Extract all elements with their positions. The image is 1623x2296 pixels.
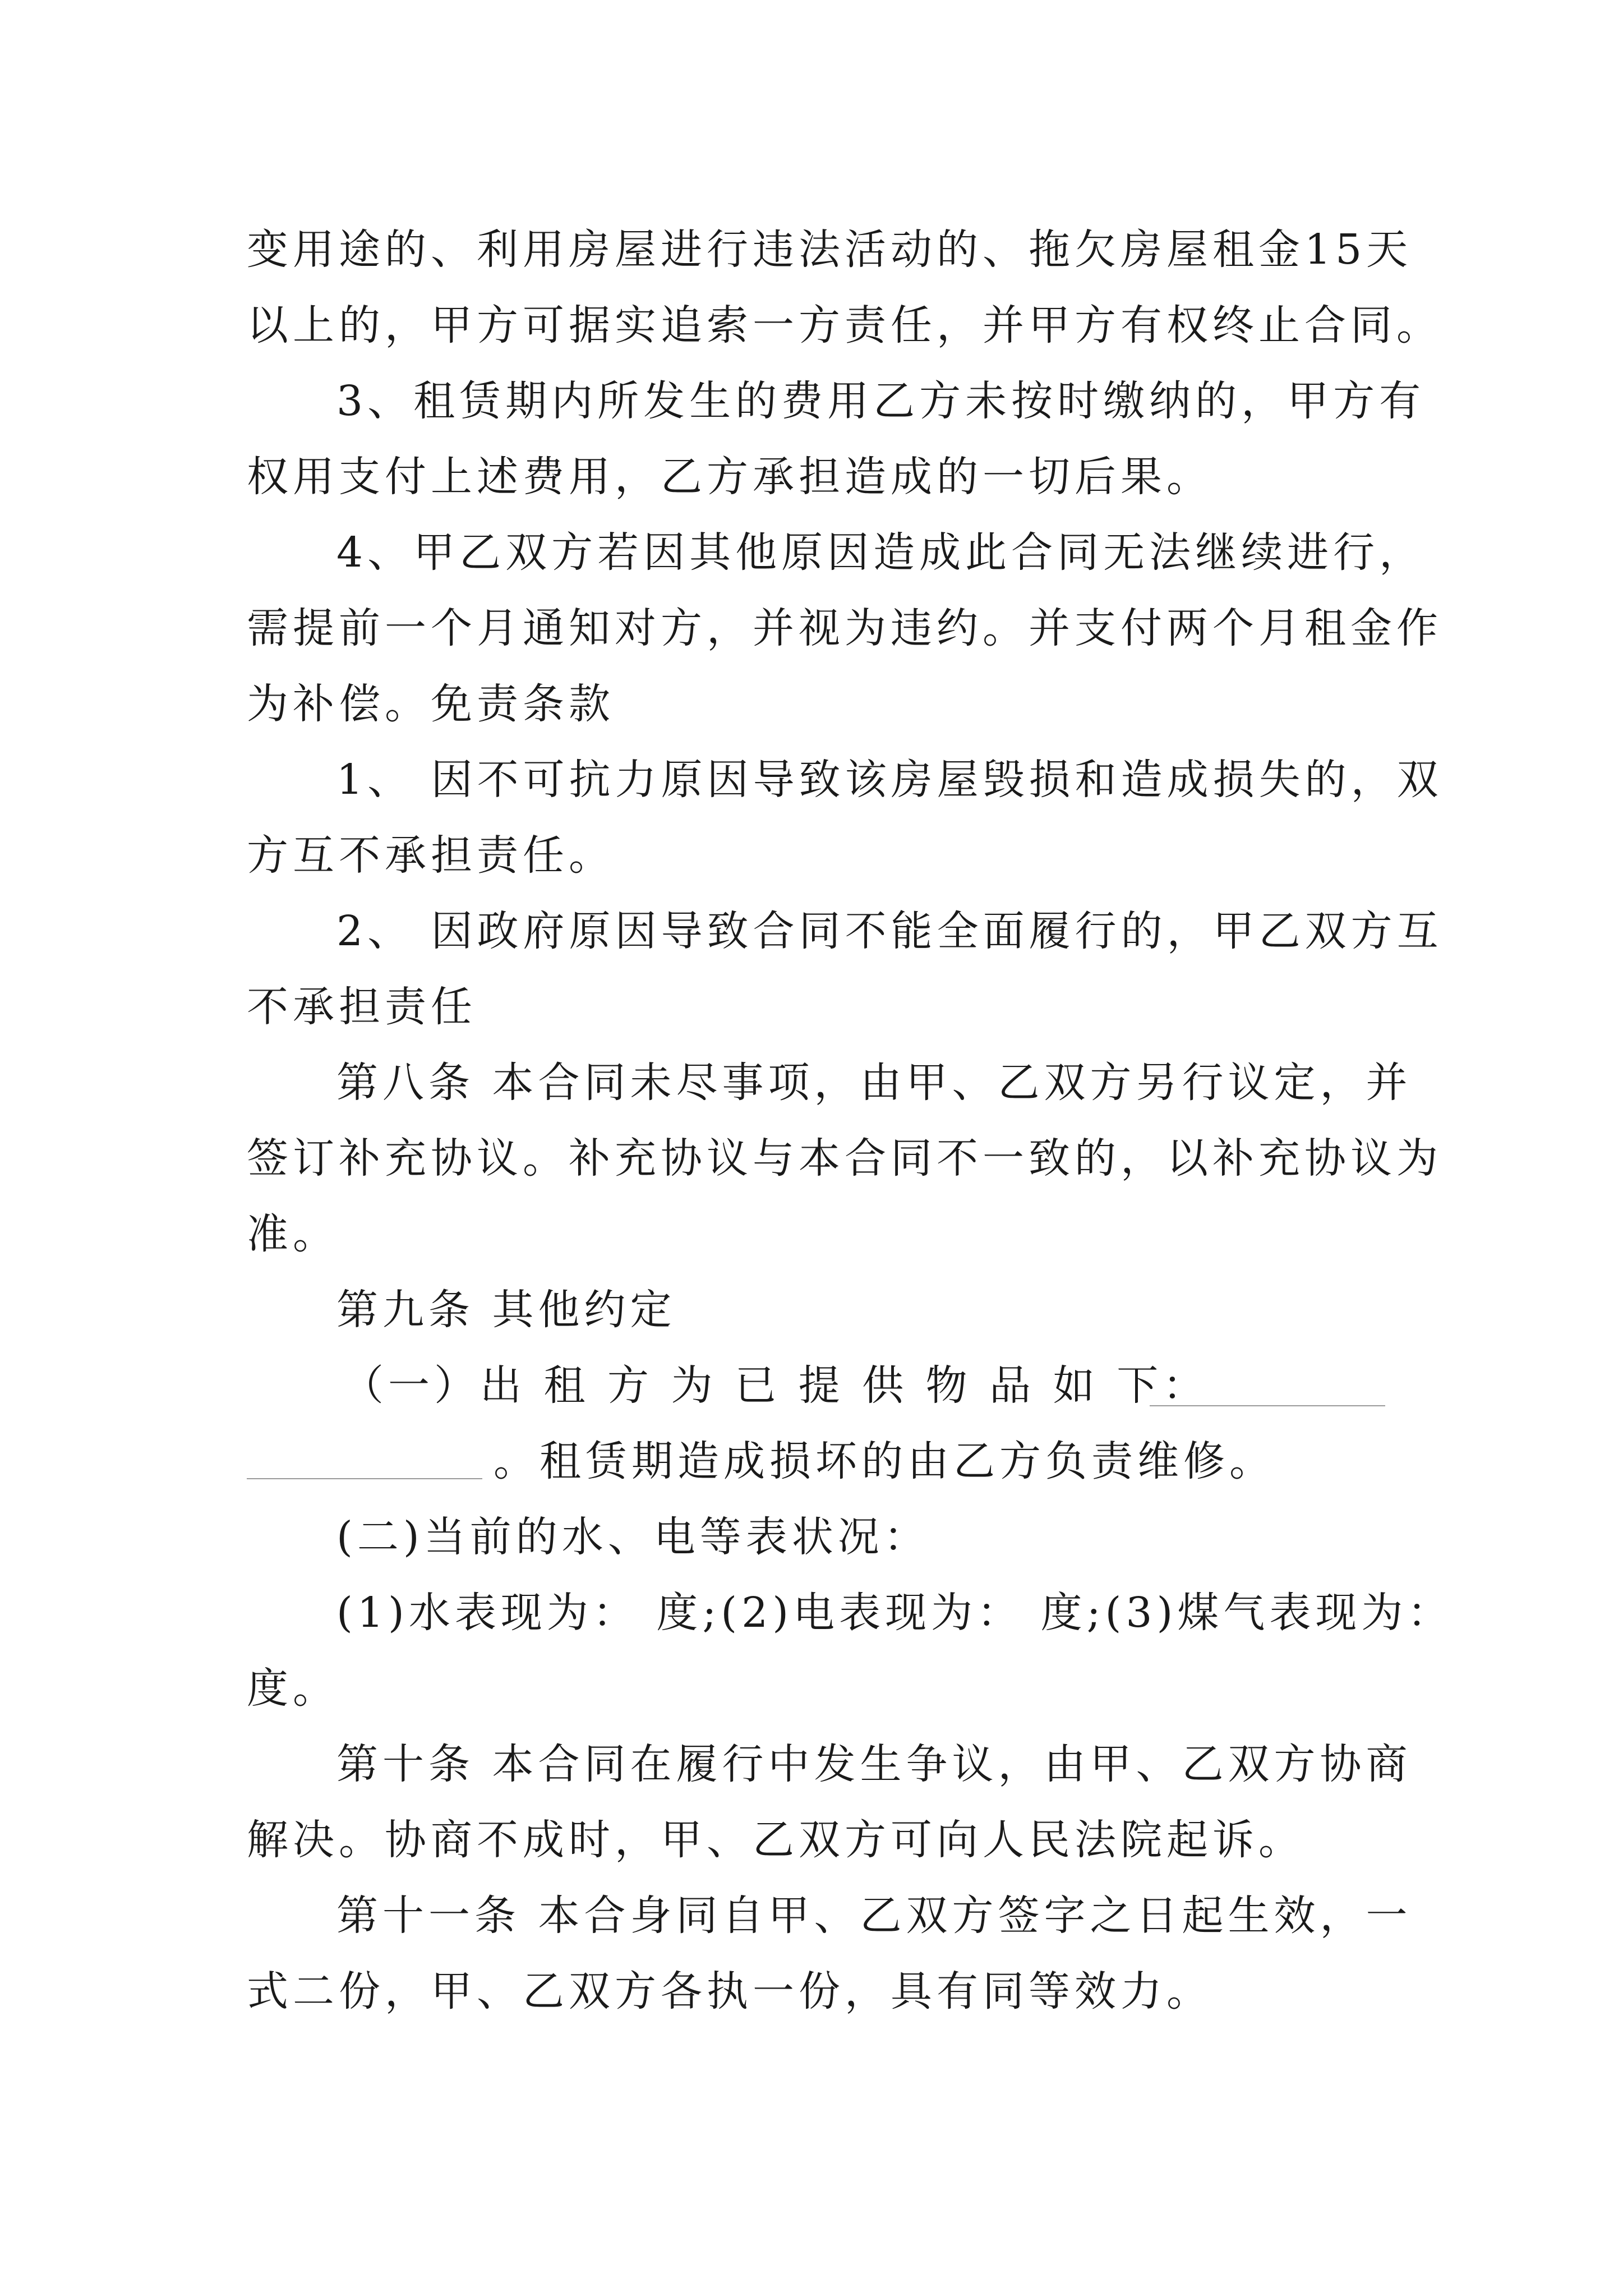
text-line: 式二份，甲、乙双方各执一份，具有同等效力。 (247, 1967, 1212, 2016)
text-line: 第十一条 本合身同自甲、乙双方签字之日起生效，一 (336, 1892, 1412, 1940)
text-line: 变用途的、利用房屋进行违法活动的、拖欠房屋租金15天 (247, 226, 1413, 274)
text-line: 方互不承担责任。 (247, 831, 615, 880)
text-line: 第八条 本合同未尽事项，由甲、乙双方另行议定，并 (336, 1059, 1412, 1107)
text-line: 3、租赁期内所发生的费用乙方未按时缴纳的，甲方有 (336, 377, 1426, 425)
text-line: 度。 (247, 1664, 339, 1713)
text-line: 2、 因政府原因导致合同不能全面履行的，甲乙双方互 (336, 907, 1443, 955)
text-line: （一）出 租 方 为 已 提 供 物 品 如 下： (342, 1361, 1209, 1410)
fill-in-blank (1150, 1405, 1385, 1406)
text-line: 权用支付上述费用，乙方承担造成的一切后果。 (247, 453, 1212, 501)
text-line: 4、甲乙双方若因其他原因造成此合同无法继续进行， (336, 528, 1426, 577)
text-line: 签订补充协议。补充协议与本合同不一致的，以补充协议为 (247, 1134, 1442, 1182)
text-line: 为补偿。免责条款 (247, 680, 615, 728)
text-line: 1、 因不可抗力原因导致该房屋毁损和造成损失的，双 (336, 756, 1443, 804)
text-line: 以上的，甲方可据实追索一方责任，并甲方有权终止合同。 (247, 301, 1442, 349)
text-line: 准。 (247, 1210, 339, 1258)
fill-in-blank (247, 1478, 482, 1479)
text-line: 不承担责任 (247, 983, 477, 1031)
text-line: 第十条 本合同在履行中发生争议，由甲、乙双方协商 (336, 1740, 1412, 1788)
text-line: (1)水表现为： 度;(2)电表现为： 度;(3)煤气表现为： (336, 1589, 1454, 1637)
text-line: (二)当前的水、电等表状况： (336, 1513, 930, 1561)
text-line: 解决。协商不成时，甲、乙双方可向人民法院起诉。 (247, 1816, 1304, 1864)
text-line: 。租赁期造成损坏的由乙方负责维修。 (494, 1437, 1275, 1485)
text-line: 第九条 其他约定 (336, 1286, 676, 1334)
text-line: 需提前一个月通知对方，并视为违约。并支付两个月租金作 (247, 604, 1442, 652)
